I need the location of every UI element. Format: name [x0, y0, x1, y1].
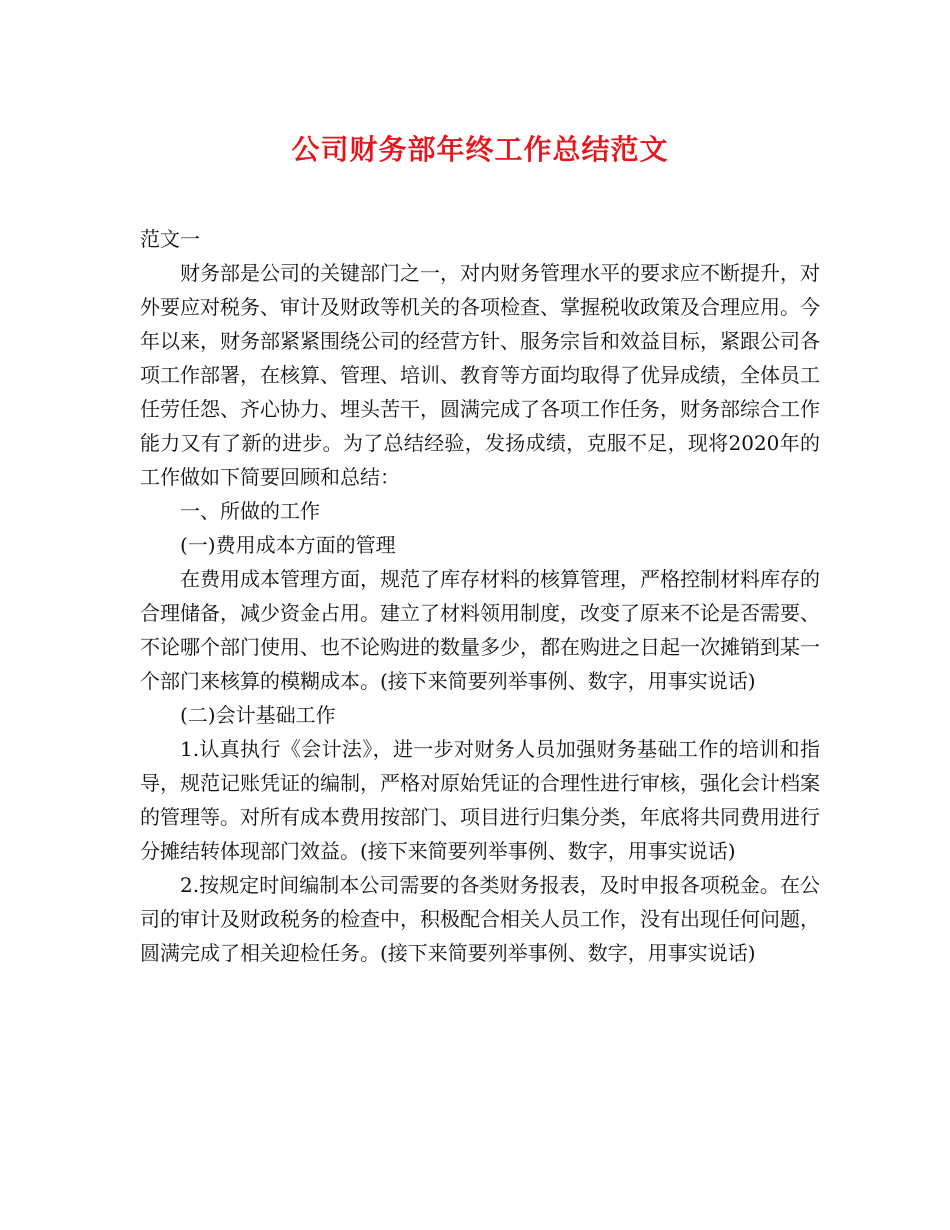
- heading-work-done: 一、所做的工作: [180, 499, 320, 523]
- paragraph-intro: 财务部是公司的关键部门之一，对内财务管理水平的要求应不断提升，对外要应对税务、审计及财政等机关的各项检查、掌握税收政策及合理应用。今年以来，财务部紧紧围绕公司的经营方针、服务宗旨和效益目标，紧跟公司各项工作部署，在核算、管理、培训、教育等方面均取得了优异成绩，全体员工任劳任怨、齐心协力、埋头苦干，圆满完成了各项工作任务，财务部综合工作能力又有了新的进步。为了总结经验，发扬成绩，克服不足，现将2020年的工作做如下简要回顾和总结：: [140, 261, 820, 489]
- heading-cost-management: (一)费用成本方面的管理: [180, 533, 396, 557]
- section-label: 范文一: [140, 227, 200, 251]
- heading-accounting-basics: (二)会计基础工作: [180, 703, 336, 727]
- document-page: [140, 130, 820, 970]
- paragraph-accounting-law: 1.认真执行《会计法》，进一步对财务人员加强财务基础工作的培训和指导，规范记账凭证的编制，严格对原始凭证的合理性进行审核，强化会计档案的管理等。对所有成本费用按部门、项目进行归集分类，年底将共同费用进行分摊结转体现部门效益。(接下来简要列举事例、数字，用事实说话): [140, 737, 820, 863]
- paragraph-cost-management: 在费用成本管理方面，规范了库存材料的核算管理，严格控制材料库存的合理储备，减少资金占用。建立了材料领用制度，改变了原来不论是否需要、不论哪个部门使用、也不论购进的数量多少，都在购进之日起一次摊销到某一个部门来核算的模糊成本。(接下来简要列举事例、数字，用事实说话): [140, 567, 820, 693]
- document-title: 公司财务部年终工作总结范文: [291, 133, 669, 166]
- paragraph-financial-reports: 2.按规定时间编制本公司需要的各类财务报表，及时申报各项税金。在公司的审计及财政税务的检查中，积极配合相关人员工作，没有出现任何问题，圆满完成了相关迎检任务。(接下来简要列举事例、数字，用事实说话): [140, 873, 820, 965]
